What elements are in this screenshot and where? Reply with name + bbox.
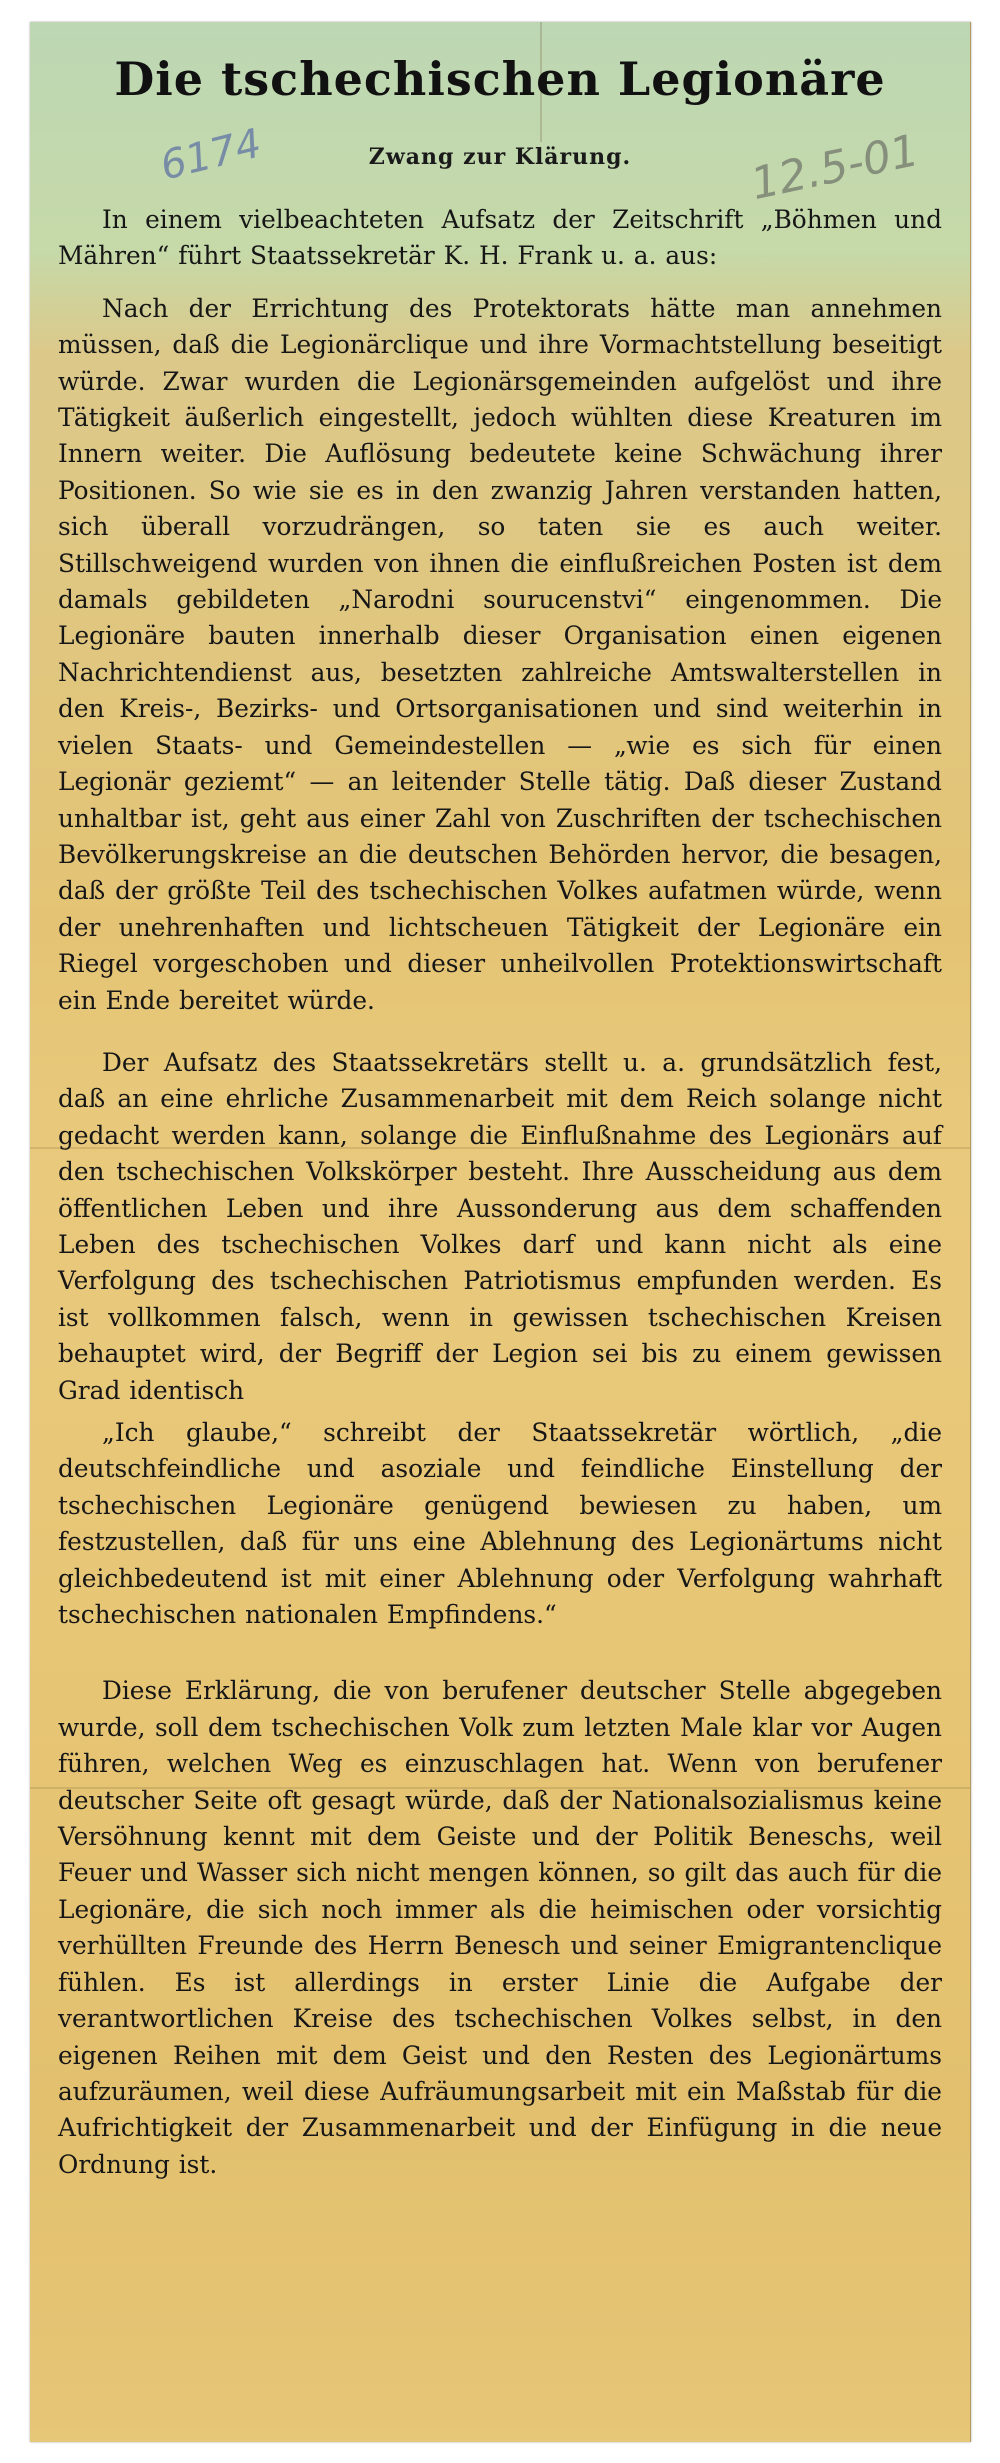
article-paragraph-intro: In einem vielbeachteten Aufsatz der Zeitschrift „Böhmen und Mähren“ führt Staatssekretär K. H. Frank u. a. aus: [58, 205, 942, 271]
article-paragraph-quote: „Ich glaube,“ schreibt der Staatssekretär wörtlich, „die deutschfeindliche und asoziale und feindliche Einstellung der tschechischen Legionäre genügend bewiesen zu haben, um festzustellen, daß für uns eine Ablehnung des Legionärtums nicht gleichbedeutend ist mit einer Ablehnung oder Verfolgung wahrhaft tschechischen nationalen Empfindens.“ [58, 1418, 942, 1630]
article-paragraph-conclusion: Diese Erklärung, die von berufener deutscher Stelle abgegeben wurde, soll dem tschechischen Volk zum letzten Male klar vor Augen führen, welchen Weg es einzuschlagen hat. Wenn von berufener deutscher Seite oft gesagt würde, daß der Nationalsozialismus keine Versöhnung kennt mit dem Geiste und der Politik Beneschs, weil Feuer und Wasser sich nicht mengen können, so gilt das auch für die Legionäre, die sich noch immer als die heimischen oder vorsichtig verhüllten Freunde des Herrn Benesch und seiner Emigrantenclique fühlen. Es ist allerdings in erster Linie die Aufgabe der verantwortlichen Kreise des tschechischen Volkes selbst, in den eigenen Reihen mit dem Geist und den Resten des Legionärtums aufzuräumen, weil diese Aufräumungsarbeit mit ein Maßstab für die Aufrichtigkeit der Zusammenarbeit und der Einfügung in die neue Ordnung ist. [58, 1676, 942, 2179]
article-paragraph-essay: Der Aufsatz des Staatssekretärs stellt u. a. grundsätzlich fest, daß an eine ehrliche Zusammenarbeit mit dem Reich solange nicht gedacht werden kann, solange die Einflußnahme des Legionärs auf den tschechischen Volkskörper besteht. Ihre Ausscheidung aus dem öffentlichen Leben und ihre Aussonderung aus dem schaffenden Leben des tschechischen Volkes darf und kann nicht als eine Verfolgung des tschechischen Patriotismus empfunden werden. Es ist vollkommen falsch, wenn in gewissen tschechischen Kreisen behauptet wird, der Begriff der Legion sei bis zu einem gewissen Grad identisch [58, 1047, 942, 1405]
pencil-annotation-date: 12.5-01 [746, 124, 924, 211]
pencil-annotation-left: 6174 [155, 120, 266, 190]
article-body [58, 202, 942, 2183]
article-subheadline: Zwang zur Klärung. [368, 144, 632, 170]
newspaper-clipping [30, 22, 971, 2442]
article-paragraph-legionaries: Nach der Errichtung des Protektorats hätte man annehmen müssen, daß die Legionärclique und ihre Vormachtstellung beseitigt würde. Zwar wurden die Legionärsgemeinden aufgelöst und ihre Tätigkeit äußerlich eingestellt, jedoch wühlten diese Kreaturen im Innern weiter. Die Auflösung bedeutete keine Schwächung ihrer Positionen. So wie sie es in den zwanzig Jahren verstanden hatten, sich überall vorzudrängen, so taten sie es auch weiter. Stillschweigend wurden von ihnen die einflußreichen Posten ist dem damals gebildeten „Narodni sourucenstvi“ eingenommen. Die Legionäre bauten innerhalb dieser Organisation einen eigenen Nachrichtendienst aus, besetzten zahlreiche Amtswalterstellen in den Kreis-, Bezirks- und Ortsorganisationen und sind weiterhin in vielen Staats- und Gemeindestellen — „wie es sich für einen Legionär geziemt“ — an leitender Stelle tätig. Daß dieser Zustand unhaltbar ist, geht aus einer Zahl von Zuschriften der tschechischen Bevölkerungskreise an die deutschen Behörden hervor, die besagen, daß der größte Teil des tschechischen Volkes aufatmen würde, wenn der unehrenhaften und lichtscheuen Tätigkeit der Legionäre ein Riegel vorgeschoben und dieser unheilvollen Protektionswirtschaft ein Ende bereitet würde. [58, 293, 942, 1015]
article-headline: Die tschechischen Legionäre [114, 52, 886, 106]
